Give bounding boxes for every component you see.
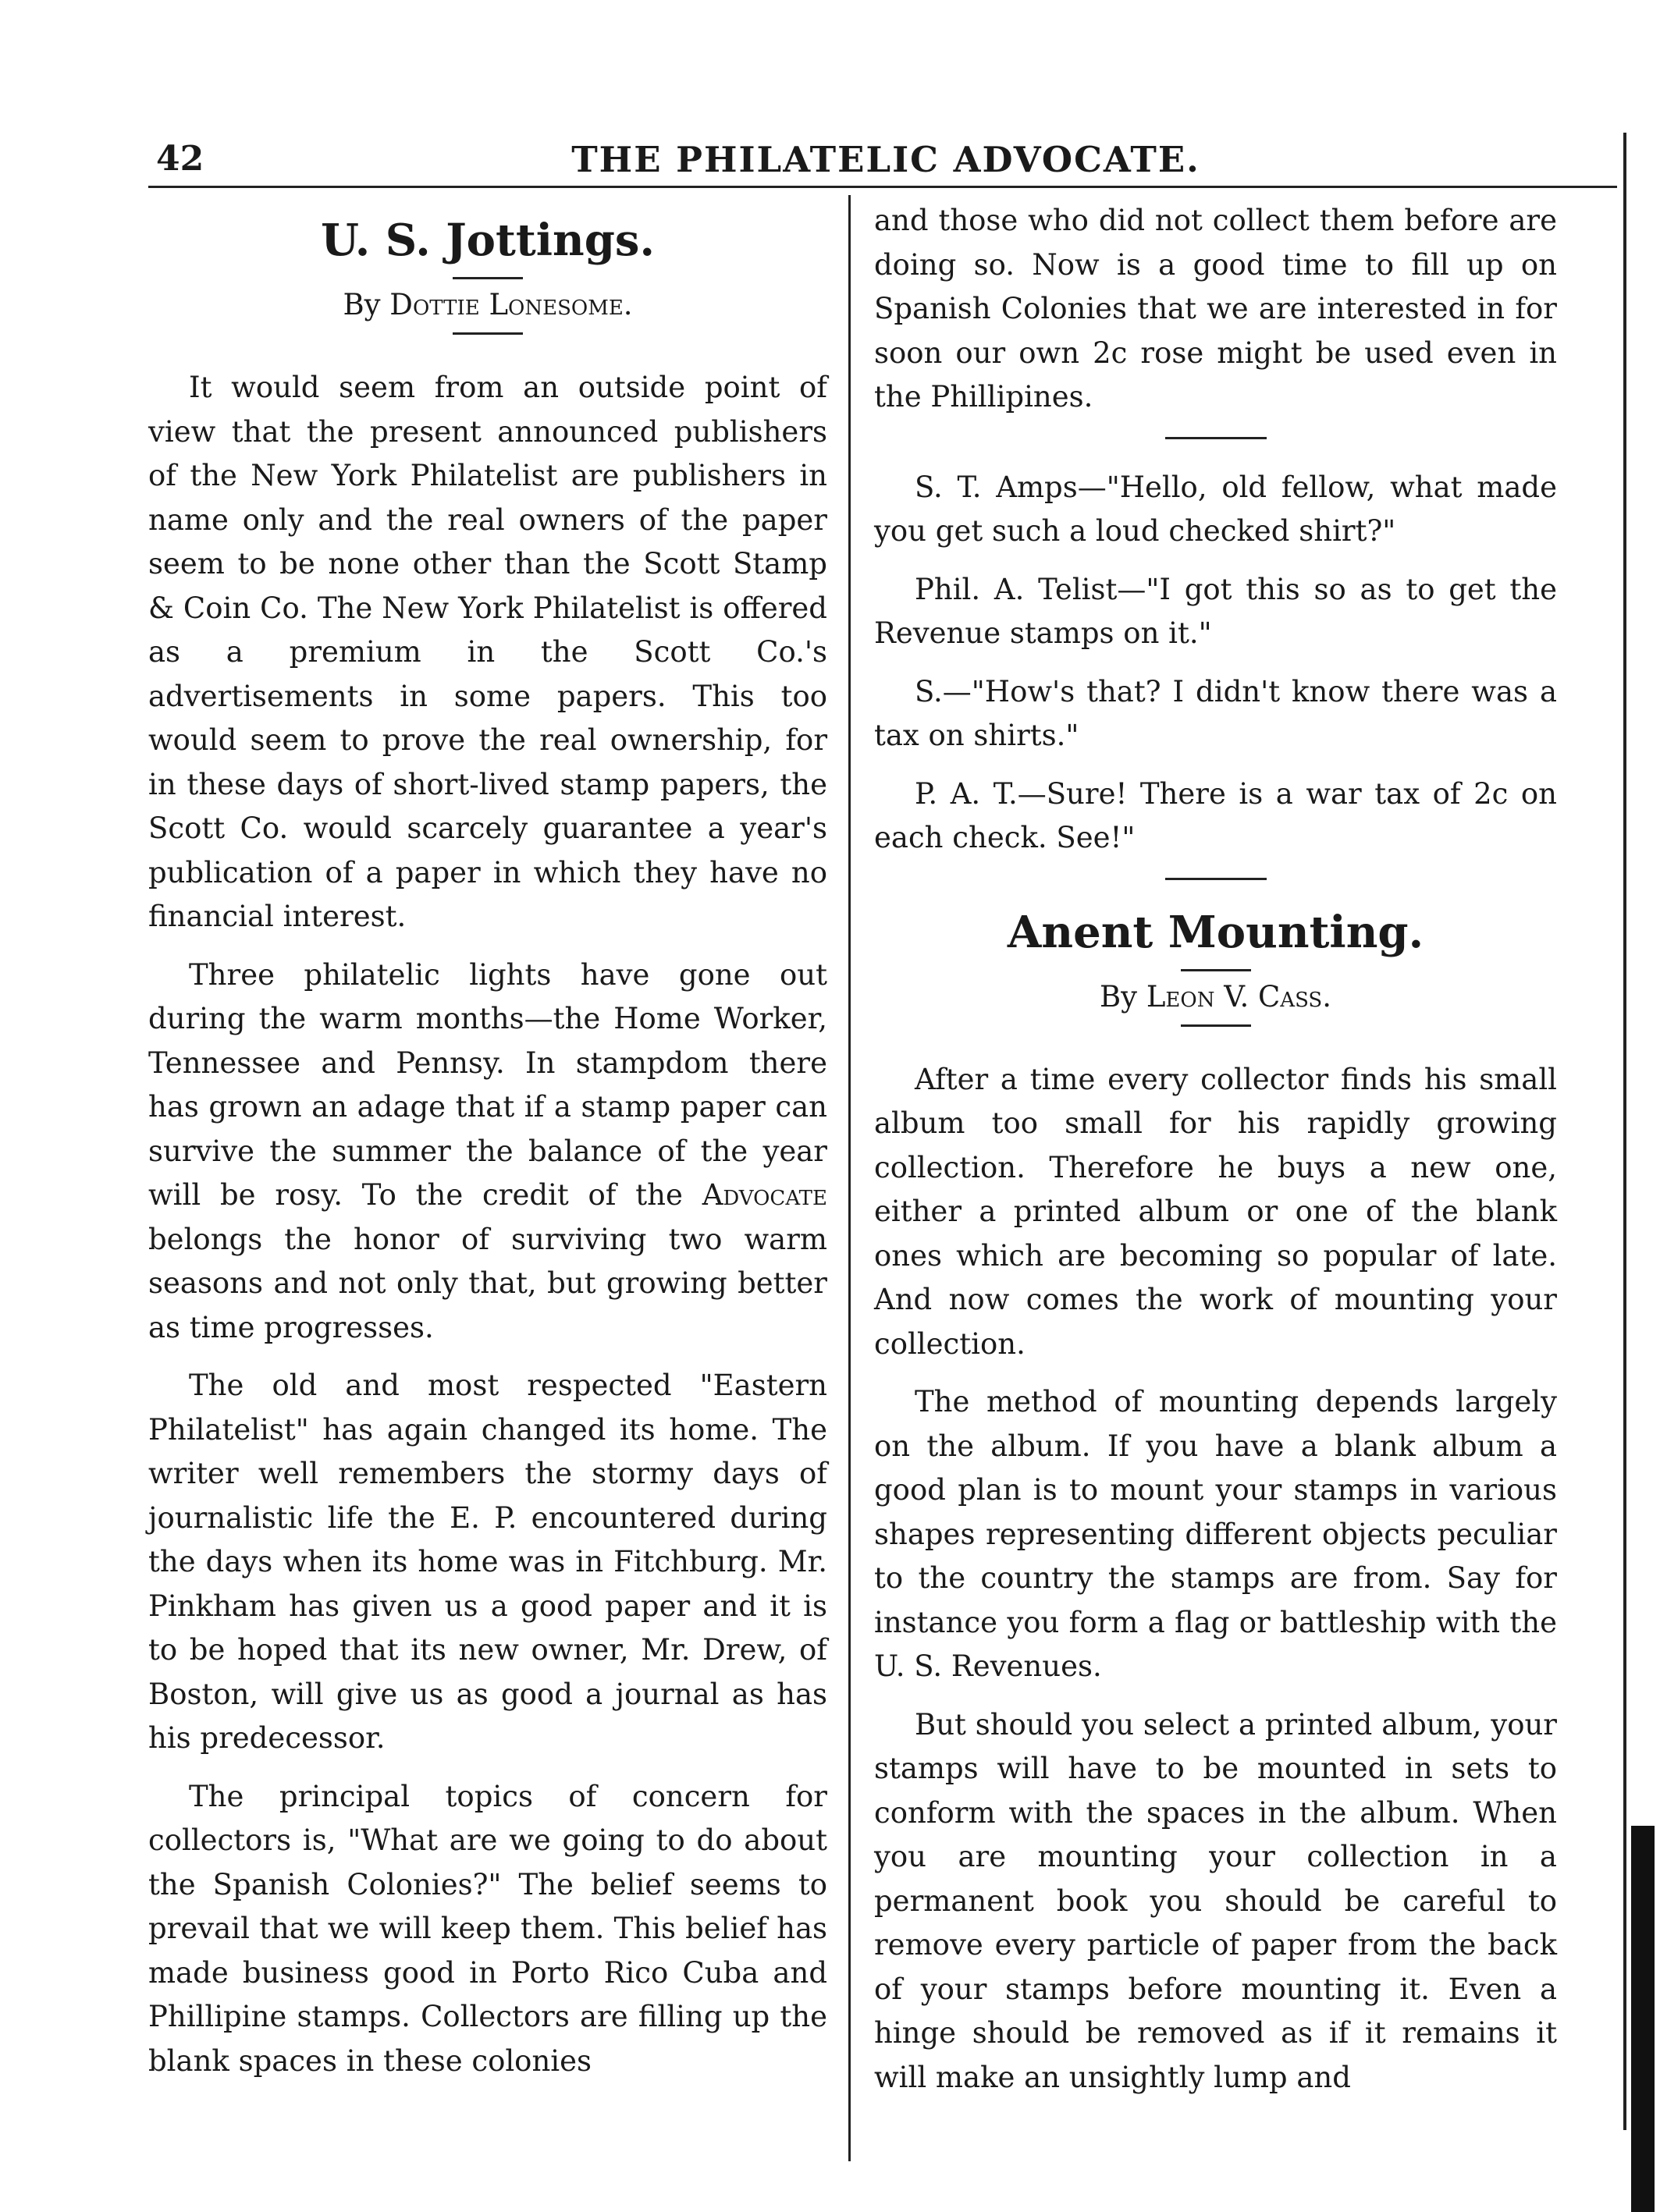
title-rule xyxy=(453,277,523,279)
article-title-us-jottings: U. S. Jottings. xyxy=(321,215,655,266)
paragraph: But should you select a printed album, your stamps will have to be mounted in sets to conform with the spaces in the album. When you are mounting your collection in a permanent book you should be careful to remove every particle of paper from the back of your stamps before mounting it. Even a hinge should be removed as if it remains it will make an unsightly lump and xyxy=(874,1707,1557,2094)
paragraph xyxy=(148,953,827,1351)
section-rule xyxy=(1165,878,1267,880)
right-column xyxy=(874,199,1557,2114)
section-rule xyxy=(1165,437,1267,439)
page-header xyxy=(148,133,1623,181)
byline-prefix: By xyxy=(1099,979,1138,1014)
left-column xyxy=(148,199,827,2097)
paragraph: The method of mounting depends largely on the album. If you have a blank album a good plan is to mount your stamps in various shapes representing different objects peculiar to the country the stamps are from. Say for instance you form a flag or battleship with the U. S. Revenues. xyxy=(874,1385,1557,1683)
margin-rule xyxy=(1623,133,1626,2130)
publication-name: Advocate xyxy=(702,1178,828,1212)
byline-rule xyxy=(453,332,523,335)
paragraph-text: Three philatelic lights have gone out during the warm months—the Home Worker, Tennessee and Pennsy. In stampdom there has grown an adage that if a stamp paper can survive the summer the balance of the year will be rosy. To the credit of the xyxy=(148,957,827,1212)
byline-dottie-lonesome xyxy=(148,286,827,325)
page-number: 42 xyxy=(156,139,204,179)
byline-author: Dottie Lonesome. xyxy=(389,288,633,321)
paragraph: The principal topics of concern for collectors is, "What are we going to do about the Spanish Colonies?" The belief seems to prevail that we will keep them. This belief has made business good in Porto Rico Cuba and Phillipine stamps. Collectors are filling up the blank spaces in these colonies xyxy=(148,1779,827,2078)
byline-prefix: By xyxy=(343,288,381,321)
running-title: THE PHILATELIC ADVOCATE. xyxy=(571,139,1200,180)
paragraph: After a time every collector finds his small album too small for his rapidly growing collection. Therefore he buys a new one, either a printed album or one of the blank ones which are becoming so popular of late. And now comes the work of mounting your collection. xyxy=(874,1062,1557,1361)
paragraph-continued: and those who did not collect them before are doing so. Now is a good time to fill up on Spanish Colonies that we are interested in for soon our own 2c rose might be used even in the Phillipines. xyxy=(874,204,1557,414)
paragraph-text: belongs the honor of surviving two warm seasons and not only that, but growing better as time progresses. xyxy=(148,1222,827,1344)
column-divider xyxy=(848,195,851,2161)
paragraph: It would seem from an outside point of view that the present announced publishers of the New York Philatelist are publishers in name only and the real owners of the paper seem to be none other than the Scott Stamp & Coin Co. The New York Philatelist is offered as a premium in the Scott Co.'s advertisements in some papers. This too would seem to prove the real ownership, for in these days of short-lived stamp papers, the Scott Co. would scarcely guarantee a year's publication of a paper in which they have no financial interest. xyxy=(148,371,827,933)
paragraph: The old and most respected "Eastern Philatelist" has again changed its home. The writer well remembers the stormy days of journalistic life the E. P. encountered during the days when its home was in Fitchburg. Mr. Pinkham has given us a good paper and it is to be hoped that its new owner, Mr. Drew, of Boston, will give us as good a journal as has his predecessor. xyxy=(148,1369,827,1755)
margin-scan-bar xyxy=(1631,1826,1655,2212)
byline-author: Leon V. Cass. xyxy=(1146,979,1332,1014)
dialogue-line: P. A. T.—Sure! There is a war tax of 2c on each check. See!" xyxy=(874,776,1557,854)
byline-rule xyxy=(1181,1024,1251,1027)
dialogue-line: Phil. A. Telist—"I got this so as to get the Revenue stamps on it." xyxy=(874,572,1557,650)
dialogue-line: S.—"How's that? I didn't know there was a tax on shirts." xyxy=(874,674,1557,752)
byline-leon-cass xyxy=(874,978,1557,1017)
article-title-anent-mounting: Anent Mounting. xyxy=(1007,906,1424,958)
title-rule xyxy=(1181,969,1251,971)
header-rule xyxy=(148,186,1617,188)
dialogue-line: S. T. Amps—"Hello, old fellow, what made you get such a loud checked shirt?" xyxy=(874,470,1557,548)
